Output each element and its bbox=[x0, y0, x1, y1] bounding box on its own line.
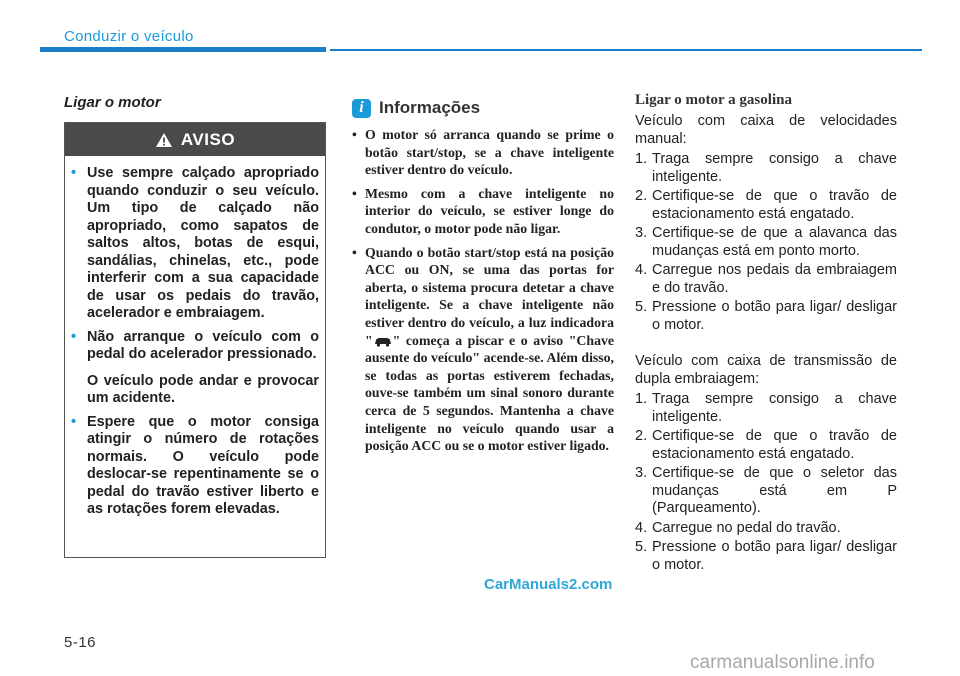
step-item: 4. Carregue nos pedais da embraiagem e do travão. bbox=[635, 262, 897, 296]
info-item bbox=[352, 244, 614, 455]
warning-item-text: Use sempre calçado apropriado quando conduzir o seu veículo. Um tipo de calçado não apropriado, como sapatos de saltos altos, botas de esqui, sandálias, chinelas, etc., pode interferir com a sua capacidade de usar os pedais do travão, acelerador e embraiagem. bbox=[87, 165, 319, 321]
warning-item bbox=[71, 413, 319, 519]
info-list bbox=[352, 126, 614, 461]
bullet-dot-icon: • bbox=[71, 165, 77, 181]
info-item-text-a: Quando o botão start/stop está na posição ACC ou ON, se uma das portas for aberta, o sistema procura detetar a chave inteligente. Se a chave inteligente não estiver dentro do veículo, a luz indicadora " bbox=[365, 244, 614, 348]
dct-intro: Veículo com caixa de transmissão de dupla embraiagem: bbox=[635, 353, 897, 387]
warning-box bbox=[64, 122, 326, 558]
right-column bbox=[635, 92, 897, 576]
step-item: 5. Pressione o botão para ligar/ desligar o motor. bbox=[635, 299, 897, 333]
step-item: 2. Certifique-se de que o travão de estacionamento está engatado. bbox=[635, 428, 897, 462]
info-item bbox=[352, 185, 614, 238]
step-item: 3. Certifique-se de que o seletor das mudanças está em P (Parqueamento). bbox=[635, 465, 897, 516]
info-header bbox=[352, 98, 480, 118]
warning-list bbox=[65, 156, 325, 519]
heading-ligar-o-motor: Ligar o motor bbox=[64, 94, 161, 111]
manual-steps-list bbox=[635, 151, 897, 334]
warning-label: AVISO bbox=[180, 129, 236, 149]
dct-steps-list bbox=[635, 391, 897, 574]
warning-item bbox=[71, 328, 319, 408]
warning-item-text: Não arranque o veículo com o pedal do acelerador pressionado. bbox=[87, 328, 319, 362]
step-item: 3. Certifique-se de que a alavanca das mudanças está em ponto morto. bbox=[635, 225, 897, 259]
key-car-indicator-icon bbox=[373, 336, 393, 347]
warning-header bbox=[65, 123, 325, 156]
step-item: 2. Certifique-se de que o travão de estacionamento está engatado. bbox=[635, 188, 897, 222]
section-title: Conduzir o veículo bbox=[64, 28, 194, 45]
info-item-text: Mesmo com a chave inteligente no interior do veículo, se estiver longe do condutor, o motor pode não ligar. bbox=[365, 185, 614, 236]
bullet-dot-icon: • bbox=[71, 328, 77, 345]
warning-item-text: Espere que o motor consiga atingir o número de rotações normais. O veículo pode deslocar-se repentinamente se o pedal do travão estiver liberto e as rotações forem elevadas. bbox=[87, 413, 319, 517]
warning-triangle-icon bbox=[155, 132, 173, 148]
info-item-text-b: " começa a piscar e o aviso "Chave ausente do veículo" acende-se. Além disso, se todas as portas estiverem fechadas, ouve-se também um sinal sonoro durante cerca de 5 segundos. Mantenha a chave inteligente no veículo quando usar a posição ACC ou se o motor estiver ligado. bbox=[365, 332, 614, 454]
bullet-dot-icon: • bbox=[352, 185, 357, 201]
bullet-dot-icon: • bbox=[352, 127, 357, 142]
warning-item bbox=[71, 165, 319, 323]
info-icon: i bbox=[352, 99, 371, 118]
step-item: 1. Traga sempre consigo a chave inteligente. bbox=[635, 151, 897, 185]
step-item: 4. Carregue no pedal do travão. bbox=[635, 519, 841, 536]
info-title: Informações bbox=[379, 98, 481, 117]
step-item: 1. Traga sempre consigo a chave inteligente. bbox=[635, 391, 897, 425]
header-rule-thick bbox=[40, 47, 326, 52]
site-watermark: carmanualsonline.info bbox=[690, 652, 875, 673]
header-rule-thin bbox=[330, 49, 922, 51]
warning-item-subtext: O veículo pode andar e provocar um acidente. bbox=[87, 372, 319, 406]
watermark-link[interactable]: CarManuals2.com bbox=[484, 576, 613, 593]
page-number: 5-16 bbox=[64, 634, 97, 651]
info-item-text: O motor só arranca quando se prime o botão start/stop, se a chave inteligente estiver dentro do veículo. bbox=[365, 127, 614, 178]
heading-gasolina: Ligar o motor a gasolina bbox=[635, 92, 792, 108]
step-item: 5. Pressione o botão para ligar/ desligar o motor. bbox=[635, 539, 897, 573]
bullet-dot-icon: • bbox=[352, 244, 357, 260]
bullet-dot-icon: • bbox=[71, 413, 77, 430]
info-item bbox=[352, 126, 614, 179]
manual-intro: Veículo com caixa de velocidades manual: bbox=[635, 113, 897, 147]
